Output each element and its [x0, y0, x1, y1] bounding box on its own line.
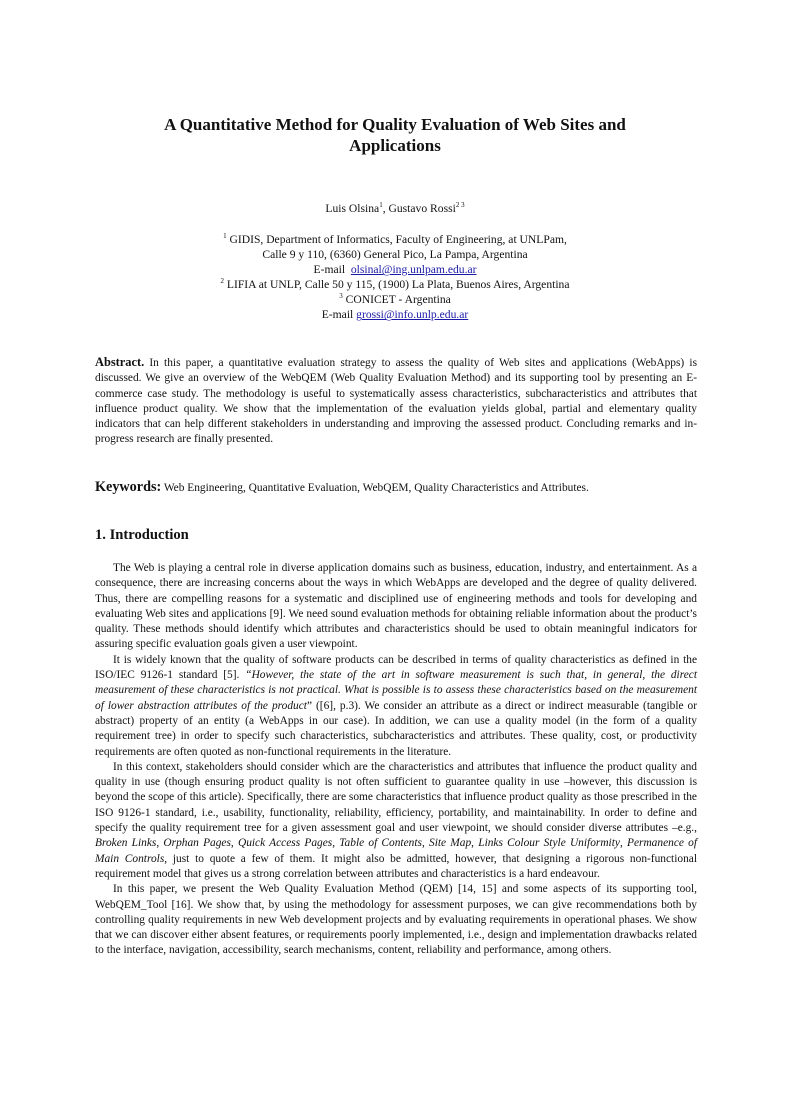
attr-broken-links: Broken Links	[95, 837, 157, 850]
abstract	[95, 355, 697, 448]
affiliation-2	[95, 277, 695, 292]
paragraph-2	[95, 653, 697, 760]
paragraph-4: In this paper, we present the Web Quality Evaluation Method (QEM) [14, 15] and some aspects of its supporting tool, WebQEM_Tool [16]. We show that, by using the methodology for assessment purposes, we can give recommendations both by controlling quality requirements in new Web development projects and by evaluating requirements in operational phases. We show that we can discover either absent features, or requirements poorly implemented, i.e., design and implementation drawbacks related to the interface, navigation, accessibility, search mechanisms, content, reliability and performance, among others.	[95, 883, 697, 957]
affiliation-3	[95, 292, 695, 307]
p3-comma: ,	[471, 837, 479, 850]
attr-site-map: Site Map	[429, 837, 472, 850]
author-rossi-affil: 2 3	[455, 201, 465, 209]
attr-table-of-contents: Table of Contents	[339, 837, 422, 850]
paragraph-1: The Web is playing a central role in diverse application domains such as business, education, industry, and entertainment. As a consequence, there are increasing concerns about the ways in which WebApps are developed and the degree of quality delivered. Thus, there are compelling reasons for a systematic and disciplined use of engineering methods and tools for developing and evaluating Web sites and applications [9]. We need sound evaluation methods for obtaining reliable information about the product’s quality. These methods should identify which attributes and characteristics should be used to obtain meaningful indicators for assuring specific evaluation goals given a user viewpoint.	[95, 562, 697, 651]
email-label: E-mail	[313, 263, 351, 277]
attr-quick-access-pages: Quick Access Pages	[237, 837, 333, 850]
section-heading-introduction: 1. Introduction	[95, 527, 189, 543]
email-label-2: E-mail	[321, 308, 357, 322]
p3-comma: ,	[619, 837, 627, 850]
abstract-label: Abstract.	[95, 355, 145, 369]
title-line-1: A Quantitative Method for Quality Evaluation of Web Sites and	[164, 115, 626, 134]
affil-marker-1: 1	[223, 232, 227, 240]
p3-text-a: In this context, stakeholders should consider which are the characteristics and attributes that influence the product quality and quality in use (though ensuring product quality is not often sufficient to guarantee quality in use –however, this discussion is beyond the scope of this article). Specifically, there are some characteristics that influence product quality as those prescribed in the ISO 9126-1 standard, i.e., usability, functionality, reliability, efficiency, portability, and maintainability. In order to define and specify the quality requirement tree for a given assessment goal and user viewpoint, we should consider diverse attributes –e.g.,	[95, 760, 697, 835]
author-rossi: Gustavo Rossi	[388, 202, 456, 215]
keywords-label: Keywords:	[95, 479, 162, 495]
author-olsina-affil: 1	[379, 201, 383, 209]
introduction-body	[95, 561, 697, 959]
p2-text-a: It is widely known that the quality of software products can be described in terms of quality characteristics as defined in the ISO/IEC 9126-1 standard [5].	[95, 653, 697, 682]
email-link-rossi[interactable]: grossi@info.unlp.edu.ar	[356, 308, 469, 322]
keywords-text: Web Engineering, Quantitative Evaluation, WebQEM, Quality Characteristics and Attributes.	[161, 482, 589, 494]
abstract-text: In this paper, a quantitative evaluation strategy to assess the quality of Web sites and applications (WebApps) is discussed. We give an overview of the WebQEM (Web Quality Evaluation Method) and its supporting tool by presenting an E-commerce case study. The methodology is useful to systematically assess characteristics, subcharacteristics and attributes that influence product quality. We show that the implementation of the evaluation yields global, partial and elementary quality indicators that can help different stakeholders in understanding and improving the assessed product. Concluding remarks and in-progress research are finally presented.	[95, 357, 697, 446]
affil-3-text: CONICET - Argentina	[342, 293, 451, 307]
affiliation-2-email	[95, 307, 695, 322]
affil-marker-2: 2	[220, 277, 224, 286]
affiliation-1	[95, 232, 695, 247]
keywords	[95, 479, 697, 496]
p3-text-b: , just to quote a few of them. It might also be admitted, however, that designing a rigorous non-functional requirement model that gives us a strong correlation between attributes and characteristics is a hard endeavour.	[95, 852, 697, 880]
p3-comma: ,	[421, 837, 429, 850]
paragraph-3	[95, 760, 697, 882]
affiliations	[95, 232, 695, 323]
affiliation-1-email	[95, 262, 695, 277]
p3-comma: ,	[332, 837, 340, 850]
p2-quote: “However, the state of the art in software measurement is such that, in general, the direct measurement of these characteristics is not practical. What is possible is to assess these characteristics based on the measurement of lower abstraction attributes of the product	[95, 669, 697, 712]
email-link-olsina[interactable]: olsinal@ing.unlpam.edu.ar	[350, 263, 477, 277]
affiliation-1-address: Calle 9 y 110, (6360) General Pico, La Pampa, Argentina	[262, 248, 528, 262]
affil-marker-3: 3	[339, 292, 343, 301]
p2-text-b: ” ([6], p.3). We consider an attribute as a direct or indirect measurable (tangible or abstract) property of an entity (a WebApps in our case). In addition, we can use a quality model (in the form of a quality requirement tree) in order to specify such characteristics, subcharacteristics and attributes. These quality, cost, or productivity requirements are often quoted as non-functional requirements in the literature.	[95, 699, 697, 758]
p3-comma: ,	[156, 837, 164, 850]
attr-permanence-main-controls: Permanence of Main Controls	[95, 837, 697, 865]
p3-comma: ,	[230, 837, 238, 850]
paper-title	[95, 114, 695, 156]
author-separator: ,	[382, 202, 389, 215]
affil-1-text: GIDIS, Department of Informatics, Faculty of Engineering, at UNLPam,	[226, 233, 567, 246]
attr-orphan-pages: Orphan Pages	[163, 837, 231, 850]
attr-links-colour-style: Links Colour Style Uniformity	[478, 837, 620, 850]
author-olsina: Luis Olsina	[325, 202, 380, 215]
author-list	[95, 202, 695, 215]
title-line-2: Applications	[349, 136, 441, 155]
affil-2-text: LIFIA at UNLP, Calle 50 y 115, (1900) La Plata, Buenos Aires, Argentina	[223, 278, 570, 292]
